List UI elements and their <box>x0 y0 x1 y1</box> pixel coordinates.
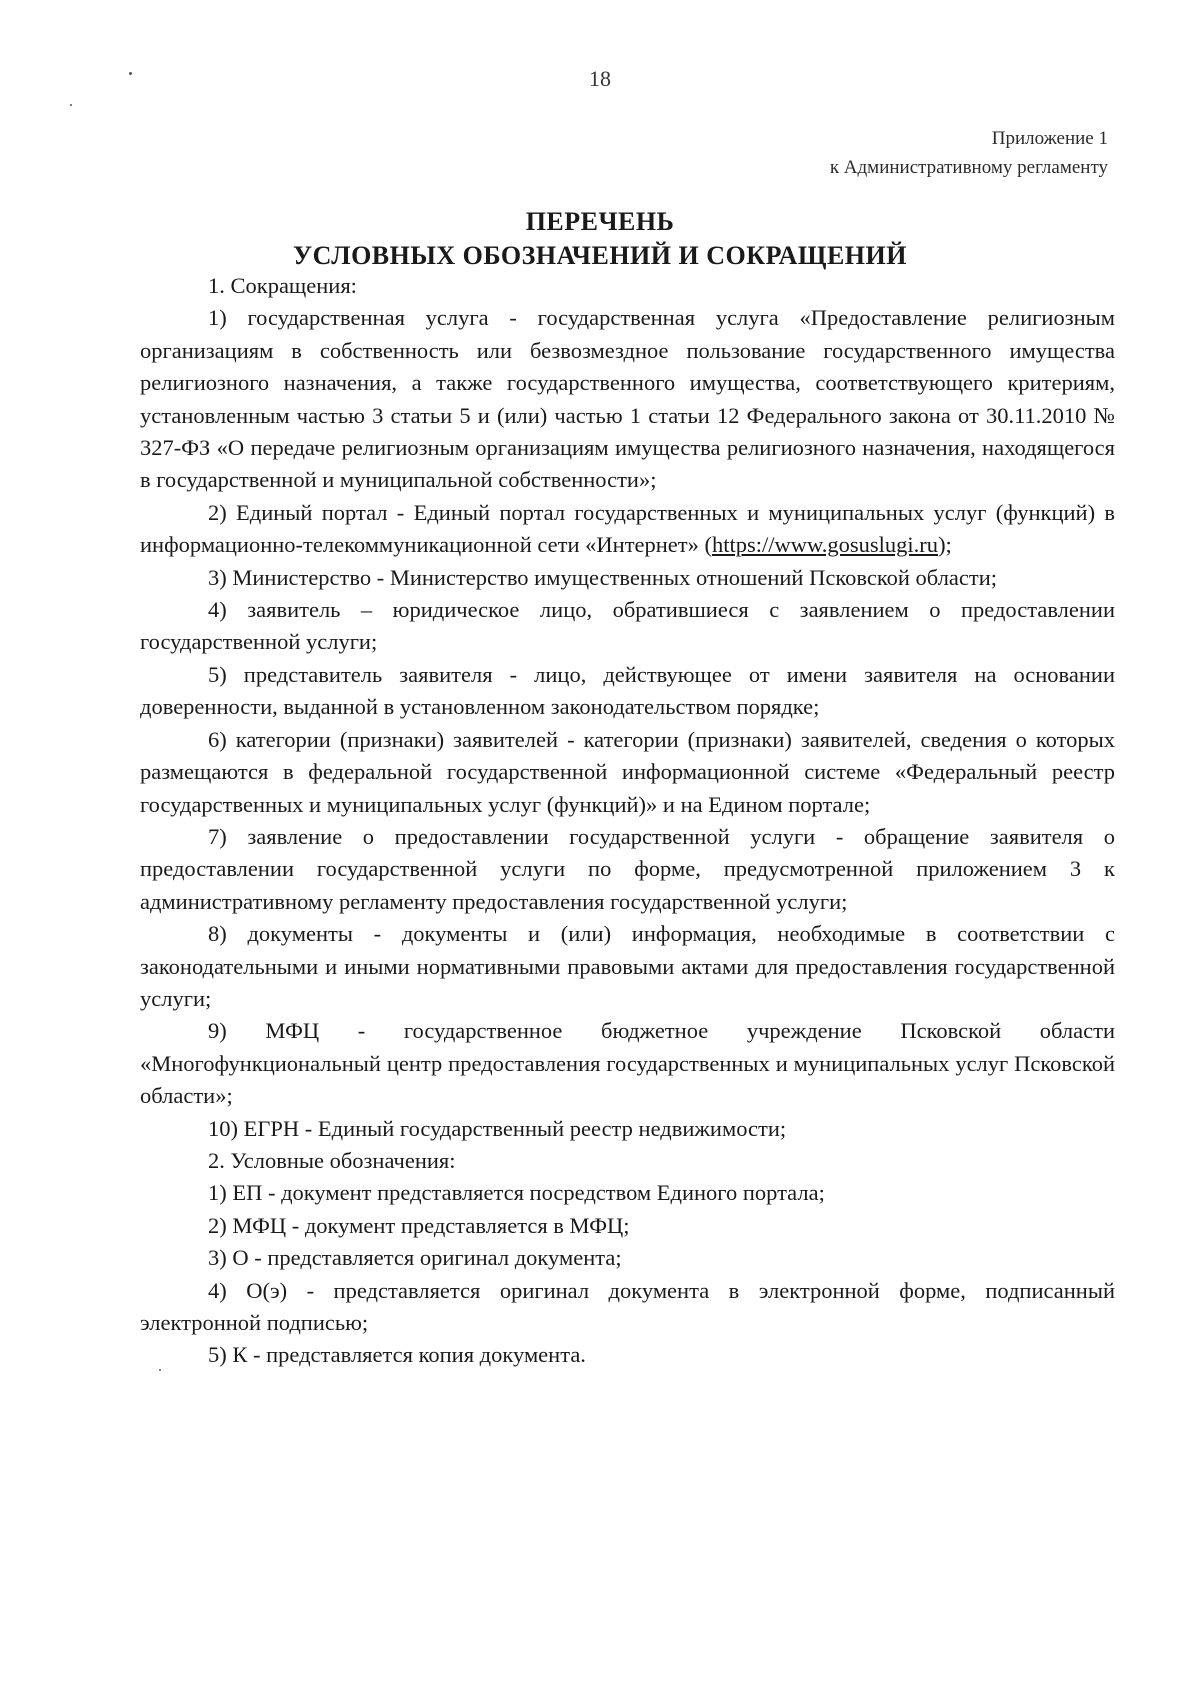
appendix-line-1: Приложение 1 <box>991 128 1108 149</box>
abbreviation-tail: ); <box>938 532 952 558</box>
abbreviation-item <box>140 497 1115 562</box>
scan-speck <box>70 104 72 106</box>
title-line-2: УСЛОВНЫХ ОБОЗНАЧЕНИЙ И СОКРАЩЕНИЙ <box>293 241 907 270</box>
abbreviation-item: 6) категории (признаки) заявителей - категории (признаки) заявителей, сведения о которых размещаются в федеральной государственной информационной системе «Федеральный реестр государственных и муниципальных услуг (функций)» и на Едином портале; <box>140 726 1115 817</box>
section-heading-abbreviations: 1. Сокращения: <box>208 273 357 298</box>
abbreviation-item: 8) документы - документы и (или) информация, необходимые в соответствии с законодательными и иными нормативными правовыми актами для предоставления государственной услуги; <box>140 921 1115 1011</box>
abbreviation-item: 4) заявитель – юридическое лицо, обратившиеся с заявлением о предоставлении государственной услуги; <box>140 597 1115 655</box>
document-body <box>140 270 1115 1372</box>
symbol-item: 4) О(э) - представляется оригинал документа в электронной форме, подписанный электронной подписью; <box>140 1277 1115 1335</box>
abbreviation-item: 5) представитель заявителя - лицо, действующее от имени заявителя на основании доверенности, выданной в установленном законодательством порядке; <box>140 661 1115 720</box>
abbreviation-item: 7) заявление о предоставлении государственной услуги - обращение заявителя о предоставлении государственной услуги по форме, предусмотренной приложением 3 к административному регламенту предоставления государственной услуги; <box>140 823 1115 914</box>
symbol-item: 5) К - представляется копия документа. <box>208 1342 586 1368</box>
symbol-item: 1) ЕП - документ представляется посредством Единого портала; <box>208 1180 825 1206</box>
page-number: 18 <box>589 66 611 91</box>
abbreviation-item: 1) государственная услуга - государственная услуга «Предоставление религиозным организациям в собственность или безвозмездное пользование государственного имущества религиозного назначения, а также государственного имущества, соответствующего критериям, установленным частью 3 статьи 5 и (или) частью 1 статьи 12 Федерального закона от 30.11.2010 № 327-ФЗ «О передаче религиозным организациям имущества религиозного назначения, находящегося в государственной и муниципальной собственности»; <box>140 305 1115 493</box>
symbol-item: 2) МФЦ - документ представляется в МФЦ; <box>208 1212 630 1238</box>
appendix-reference <box>830 124 1108 182</box>
document-title <box>0 205 1200 273</box>
abbreviation-text: 2) Единый портал - Единый портал государственных и муниципальных услуг (функций) в информационно-телекоммуникационной сети «Интернет» ( <box>140 499 1115 558</box>
abbreviation-item: 3) Министерство - Министерство имущественных отношений Псковской области; <box>208 564 998 590</box>
abbreviation-item: 9) МФЦ - государственное бюджетное учреждение Псковской области «Многофункциональный центр предоставления государственных и муниципальных услуг Псковской области»; <box>140 1018 1115 1109</box>
gosuslugi-link[interactable]: https://www.gosuslugi.ru <box>712 532 939 558</box>
appendix-line-2: к Административному регламенту <box>829 157 1108 178</box>
abbreviation-item: 10) ЕГРН - Единый государственный реестр недвижимости; <box>208 1115 787 1141</box>
symbol-item: 3) О - представляется оригинал документа; <box>208 1245 622 1271</box>
title-line-1: ПЕРЕЧЕНЬ <box>525 207 675 236</box>
section-heading-symbols: 2. Условные обозначения: <box>208 1147 456 1173</box>
